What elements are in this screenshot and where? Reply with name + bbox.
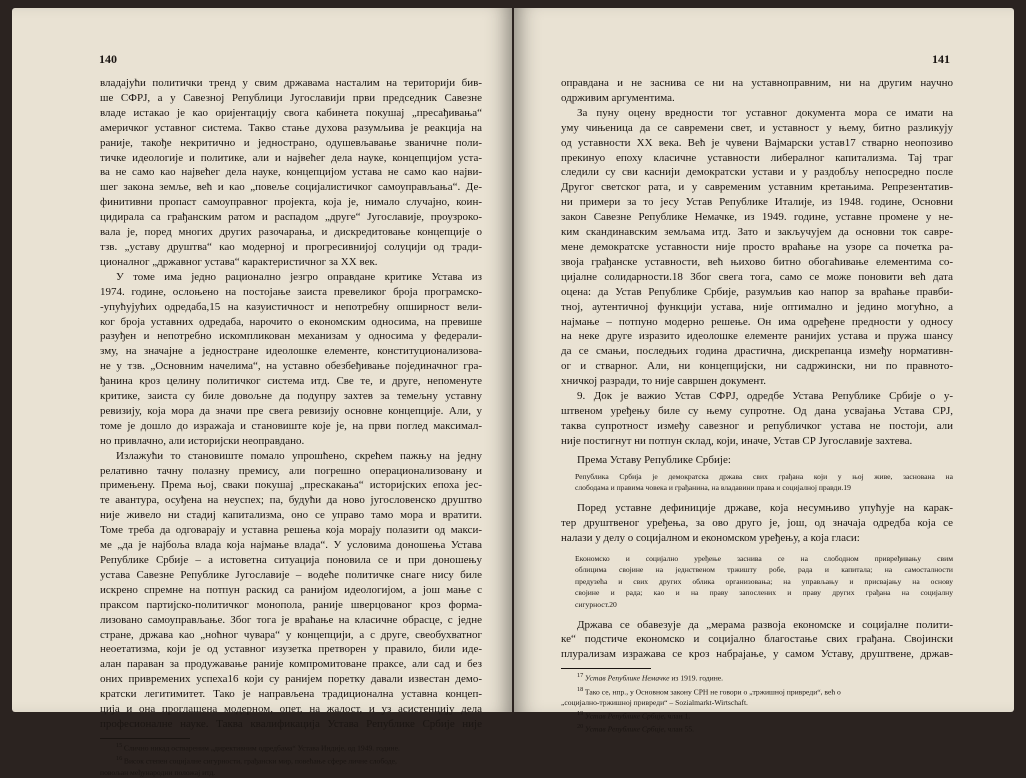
block-quote-article-55	[561, 553, 953, 611]
text-line: уму чињеница да се савремени свет, и уставност у њему, битно разликују	[561, 121, 953, 134]
text-line: мене демократске уставности није просто враћање на узоре са почетка ра-	[561, 240, 953, 253]
right-footnotes	[561, 671, 953, 735]
text-line: Другог светског рата, и у савременим уставним кретањима. Репрезентатив-	[561, 181, 953, 194]
footnote	[561, 698, 953, 709]
text-line: тној, аутентичној функцији устава, није оптимално и једино могућно, а	[561, 300, 953, 313]
text-line: не у тзв. „Основним начелима“, на уставно обезбеђивање појединачног гра-	[100, 360, 482, 373]
footnote-citation: Устав Републике Немачке	[584, 673, 670, 683]
text-line: Републике Србије – а истоветна ситуација поновила се и при доношењу	[100, 554, 482, 566]
text-line: ни примери за то јесу Устав Републике Италије, из 1948. године, Основни	[561, 196, 953, 209]
text-line: својине и рада; као и на праву запослених и праву других грађана на социјалну	[575, 588, 953, 598]
text-line: У томе има једно рационално језгро оправдане критике Устава из	[116, 270, 482, 283]
text-line: сигурност.20	[575, 599, 617, 609]
text-line: оних привремених успеха16 који су ранијем поретку давали известан демо-	[100, 673, 482, 686]
text-line: Република Србија је демократска држава свих грађана који у њој живе, заснована на	[575, 471, 953, 481]
footnote-text: Висок степен социјалне сигурности, грађански мир, повећање сфере личне слободе,	[123, 756, 397, 766]
footnote-rule	[100, 738, 190, 739]
text-line: кратски легитимитет. Тако је направљена традиционална уставна концеп-	[100, 688, 482, 701]
text-line: тер друштвеног уређења, за ово друго је, још, од значаја одредба која се	[561, 516, 953, 529]
text-line: лизовано самоуправљање. Због тога је враћање на класичне обрасце, с једне	[100, 613, 482, 626]
text-line: америчког уставног система. Такво стање духова разумљива је реакција на	[100, 121, 482, 134]
text-line: 1974. године, ослоњено на постојање заиста превеликог броја програмско-	[100, 285, 482, 298]
footnote-text: члан 1.	[665, 711, 691, 721]
text-line: Поред уставне дефиниције државе, која несумњиво упућује на карак-	[577, 501, 953, 514]
right-text-column	[561, 76, 953, 735]
text-line: одрживим аргументима.	[561, 91, 675, 104]
footnote-text: повољан међународни положај итд.	[100, 767, 216, 777]
text-line: неоетатизма, који је од уставног изузетка претворен у правило, били иде-	[100, 643, 482, 656]
text-line: налази у делу о социјалном и економском уређењу, а која гласи:	[561, 531, 860, 544]
text-line: тзв. „уставу друштва“ као модерној и прогресивнијој солуцији од тради-	[100, 240, 482, 253]
text-line: искрено спремне на потпун раскид са ранијом идеологијом, а још мање с	[100, 583, 482, 596]
footnote-text: Слично никад оствареним „директивним одредбама“ Устава Индије, од 1949. године.	[123, 743, 400, 753]
text-line: устава Савезне Републике Југославије – водеће политичке снаге нису биле	[100, 568, 482, 581]
footnote	[100, 768, 482, 778]
footnote-number: 18	[577, 685, 585, 693]
text-line: на неке друге изразито идеолошке елементе ранијих устава и пружа шансу	[561, 330, 953, 343]
text-line: ва не само као највећег дела науке, концепцијом устава не само као најви-	[100, 166, 482, 179]
text-line: звоја грађанске уставности, већ њихово битно обогаћивање елементима со-	[561, 255, 953, 268]
footnote-text: члан 55.	[665, 724, 695, 734]
text-line: плурализам изражава се кроз набрајање, у самом Уставу, друштвене, држав-	[561, 648, 953, 661]
left-body-text	[100, 76, 482, 732]
text-line: да се смањи, последњих година драстична, дискрепанца између нормативн-	[561, 345, 953, 358]
text-line: томе је дошло до изражаја и становиште које је, на први поглед максимал-	[100, 419, 482, 432]
text-line: оцена: да Устав Републике Србије, разумљив као напор за враћање правби-	[561, 285, 953, 298]
text-line: релативно тачну полазну премису, али погрешно операционализовану и	[100, 464, 482, 477]
text-line: професионалне науке. Таква квалификација Устава Републике Србије није	[100, 717, 482, 730]
text-line: алан параван за продужавање раније компромитоване праксе, али сад и без	[100, 658, 482, 671]
footnote-citation: Устав Републике Србије,	[584, 711, 666, 721]
text-line: ђанина кроз целину политичког система итд. Све те, и друге, непоменуте	[100, 375, 482, 388]
footnote-text: из 1919. године.	[669, 673, 724, 683]
text-line: владе истакао је као оријентацију свога кабинета покушај „пресађивања“	[100, 106, 482, 119]
text-line: тичке идеологије и политике, али и највећег дела науке, концепцијом уста-	[100, 151, 482, 164]
text-line: облицима својине на једнственом тржишту робе, рада и капитала; на самосталности	[575, 565, 953, 575]
text-line: разуђен и непотребно искомпликован механизам у односима у федерали-	[100, 330, 482, 343]
text-line: није постигнут ни потпун склад, који, иначе, Устав СР Југославије захтева.	[561, 434, 913, 447]
text-line: следили су сви каснији демократски устави и у раздобљу непосредно после	[561, 166, 953, 179]
left-footnotes	[100, 741, 482, 778]
text-line: ог и стварног. Али, ни концепцијски, ни садржински, ни по правното-	[561, 360, 953, 373]
text-line: ме „да је најбоља влада која најмање влада“. У условима доношења Устава	[100, 539, 482, 552]
right-body-text-bottom	[561, 618, 953, 663]
text-line: ција и она проглашена модерном, опет, на жалост, и уз асистенцију дела	[100, 703, 482, 716]
footnote	[100, 754, 482, 767]
text-line: вала је, поред многих других разочарања, и дискредитовање концепције о	[100, 226, 482, 239]
text-line: предузећа и свих других облика организовања; на управљању и присвајању на основу	[575, 576, 953, 586]
footnote	[100, 741, 482, 754]
text-line: ционалног „државног устава“ карактеристичног за XX век.	[100, 255, 378, 268]
right-body-text-middle	[561, 501, 953, 546]
text-line: владајући политички тренд у свим државама насталим на територији бив-	[100, 77, 482, 89]
section-heading: Према Уставу Републике Србије:	[577, 453, 731, 466]
text-line: ке“ подстиче економско и социјално благостање свих грађана. Својински	[561, 633, 953, 646]
footnote-number: 20	[577, 723, 585, 731]
text-line: ревизију, која мора да значи пре свега ревизију основне концепције. Али, у	[100, 404, 482, 417]
text-line: није живело ни стадиј капитализма, оно се управо тамо мора и вратити.	[100, 509, 482, 522]
text-line: Томе треба да одговарају и уставна решења која морају полазити од макси-	[100, 524, 482, 537]
footnote-rule	[561, 668, 651, 669]
footnote-number: 16	[116, 755, 124, 763]
text-line: најмање – потпуно модерно решење. Он има одређене предности у односу	[561, 315, 953, 328]
footnote-number: 15	[116, 741, 124, 749]
text-line: Излажући то становиште помало упрошћено, скрећем пажњу на једну	[116, 449, 482, 462]
text-line: ким скандинавским земљама итд. Зато и закључујем да основни ток савре-	[561, 226, 953, 239]
block-quote-article-1	[561, 471, 953, 494]
text-line: од уставности XX века. Већ је чувени Вајмарски устав17 стварно неопозиво	[561, 136, 953, 149]
text-line: примењену. Према њој, сваки покушај „прескакања“ историјских епоха јес-	[100, 479, 482, 492]
text-line: финитивни пропаст самоуправног пројекта, која је, нимало случајно, коин-	[100, 196, 482, 209]
footnote	[561, 722, 953, 735]
footnote-number: 19	[577, 709, 585, 717]
footnote	[561, 671, 953, 684]
text-line: цидирала са грађанским ратом и распадом „друге“ Југославије, проузроко-	[100, 211, 482, 224]
text-line: те авантура, осуђена на неуспех; па, будући да ново југословенско друштво	[100, 494, 482, 507]
text-line: ког броја уставних одредаба, нарочито о економским односима, на превише	[100, 315, 482, 328]
text-line: оправдана и не заснива се ни на уставноправним, ни на другим научно	[561, 77, 953, 89]
page-number-left: 140	[99, 52, 117, 66]
left-page	[12, 8, 512, 777]
footnote-text: „социјално-тржишној привреди“ – Sozialmarkt-Wirtschaft.	[561, 697, 748, 707]
text-line: зму, на значајне а једностране идеолошке елементе, конституционализова-	[100, 345, 482, 358]
text-line: хничкој разради, то није савршен документ.	[561, 375, 767, 388]
footnote-citation: Устав Републике Србије,	[584, 724, 666, 734]
text-line: критике, заиста су биле довољне да подупру захтев за темељну уставну	[100, 390, 482, 403]
right-body-text-top	[561, 76, 953, 449]
page-number-right: 141	[932, 52, 950, 66]
text-line: штвеном уређењу биле су њему супротне. Од дана усвајања Устава СРЈ,	[561, 404, 953, 417]
text-line: прекинуо епоху класичне уставности либералног капитализма. Тај траг	[561, 151, 953, 164]
text-line: закон Савезне Републике Немачке, из 1949. године, уставне промене у не-	[561, 211, 953, 224]
text-line: таква супротност између савезног и републичког устава не постоји, али	[561, 419, 953, 432]
text-line: Економско и социјално уређење заснива се на слободном привређивању свим	[575, 553, 953, 563]
footnote-number: 17	[577, 672, 585, 680]
text-line: раније, такође некритично и једнострано, одушевљавање званичне поли-	[100, 136, 482, 149]
text-line: но привлачно, али историјски неоправдано.	[100, 434, 305, 447]
right-page	[514, 8, 1014, 734]
text-line: 9. Док је важио Устав СФРЈ, одредбе Устава Републике Србије о у-	[577, 390, 953, 403]
text-line: За пуну оцену вредности тог уставног документа мора се имати на	[577, 106, 953, 119]
footnote-text: Тако се, нпр., у Основном закону СРН не говори о „тржишној привреди“, већ о	[584, 687, 841, 697]
text-line: Држава се обавезује да „мерама развоја економске и социјалне полити-	[577, 618, 953, 631]
left-text-column	[100, 76, 482, 778]
footnote	[561, 709, 953, 722]
text-line: цијалне солидарности.18 Због свега тога, само се може поновити већ дата	[561, 270, 953, 283]
text-line: слободама и правима човека и грађанина, на владавини права и социјалној правди.19	[575, 483, 851, 493]
footnote	[561, 685, 953, 698]
text-line: стране, држава као „ноћног чувара“ у концепцији, а с друге, свеобухватног	[100, 628, 482, 641]
text-line: ше СФРЈ, а у Савезној Републици Југославији први председник Савезне	[100, 91, 482, 104]
text-line: праксом партијско-политичког монопола, раније шверцованог кроз форма-	[100, 598, 482, 611]
text-line: шег закона земље, већ и као „повеље социјалистичког самоуправљања“. Де-	[100, 181, 482, 194]
text-line: -упућујућих одредаба,15 на казуистичност и непотребну опширност вели-	[100, 300, 482, 313]
